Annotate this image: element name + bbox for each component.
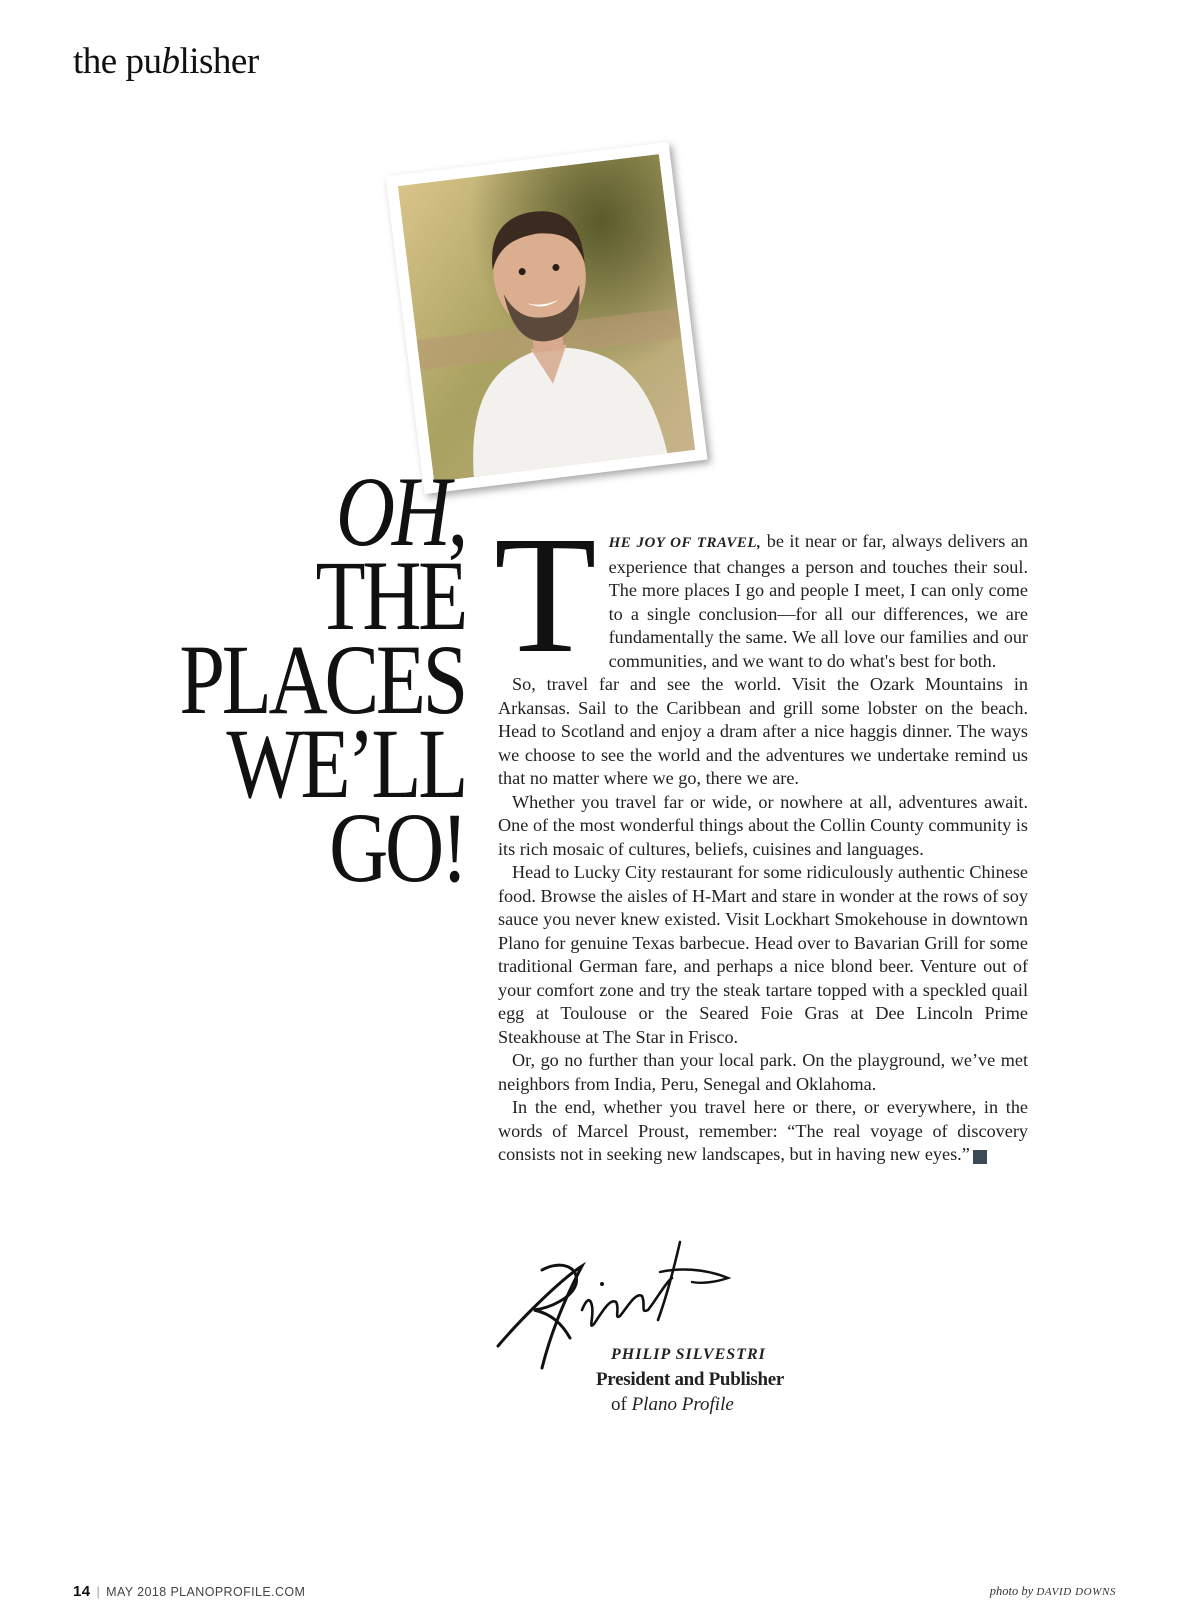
paragraph-5: Or, go no further than your local park. On the playground, we’ve met neighbors from India, Peru, Senegal and Oklahoma. xyxy=(498,1050,1028,1094)
signer-title: President and Publisher xyxy=(596,1369,785,1390)
lead-in: HE JOY OF TRAVEL, xyxy=(608,535,762,551)
section-heading-text-1: the pu xyxy=(73,41,162,82)
publisher-photo xyxy=(386,142,708,494)
signer-name: PHILIP SILVESTRI xyxy=(611,1346,766,1363)
headline-line-4: WE’LL xyxy=(226,708,465,819)
headline xyxy=(121,456,465,903)
paragraph-1-text: be it near or far, always delivers an experience that changes a person and touches their soul. The more places I go and people I meet, I can only come to a single conclusion—for all our differences, we are fundamentally the same. We all love our families and our communities, and we want to do what's best for both. xyxy=(608,531,1028,671)
headline-comma: , xyxy=(447,456,465,567)
section-heading xyxy=(73,40,259,83)
headline-line-2: THE xyxy=(315,540,465,651)
photo-credit-name: DAVID DOWNS xyxy=(1036,1586,1116,1598)
section-heading-italic-b: b xyxy=(161,41,180,82)
paragraph-3: Whether you travel far or wide, or nowhere at all, adventures await. One of the most wonderful things about the Collin County community is its rich mosaic of cultures, beliefs, cuisines and languages. xyxy=(498,791,1028,859)
headline-line-5: GO! xyxy=(329,792,465,903)
article-body xyxy=(494,502,1028,1167)
headline-oh: OH xyxy=(335,456,448,567)
paragraph-6-text: In the end, whether you travel here or there, or everywhere, in the words of Marcel Proust, remember: “The real voyage of discovery consists not in seeking new landscapes, but in having new eyes.” xyxy=(498,1097,1028,1164)
section-heading-text-2: lisher xyxy=(179,41,259,82)
paragraph-2: So, travel far and see the world. Visit the Ozark Mountains in Arkansas. Sail to the Caribbean and grill some lobster on the beach. Head to Scotland and enjoy a dram after a nice haggis dinner. The ways we choose to see the world and the adventures we undertake remind us that no matter where we go, there we are. xyxy=(498,674,1028,788)
page-number: 14 xyxy=(73,1583,91,1600)
drop-cap: T xyxy=(494,502,597,688)
headline-line-3: PLACES xyxy=(179,624,465,735)
footer-divider: | xyxy=(96,1585,101,1599)
photo-credit xyxy=(990,1584,1116,1599)
issue-info: MAY 2018 PLANOPROFILE.COM xyxy=(106,1585,306,1599)
page-footer xyxy=(73,1583,305,1600)
signer-organization xyxy=(611,1394,734,1416)
end-mark-icon: p xyxy=(973,1150,987,1164)
signer-org-prefix: of xyxy=(611,1394,632,1415)
paragraph-4: Head to Lucky City restaurant for some ridiculously authentic Chinese food. Browse the aisles of H-Mart and stare in wonder at the rows of soy sauce you never knew existed. Visit Lockhart Smokehouse in downtown Plano for genuine Texas barbecue. Head over to Bavarian Grill for some traditional German fare, and perhaps a nice blond beer. Venture out of your comfort zone and try the steak tartare topped with a speckled quail egg at Toulouse or the Seared Foie Gras at Dee Lincoln Prime Steakhouse at The Star in Frisco. xyxy=(498,862,1028,1047)
paragraph-6 xyxy=(498,1096,1028,1167)
publisher-portrait-icon xyxy=(398,154,695,482)
photo-credit-prefix: photo by xyxy=(989,1584,1037,1598)
paragraph-1 xyxy=(494,502,1028,688)
signer-org-name: Plano Profile xyxy=(631,1394,734,1415)
